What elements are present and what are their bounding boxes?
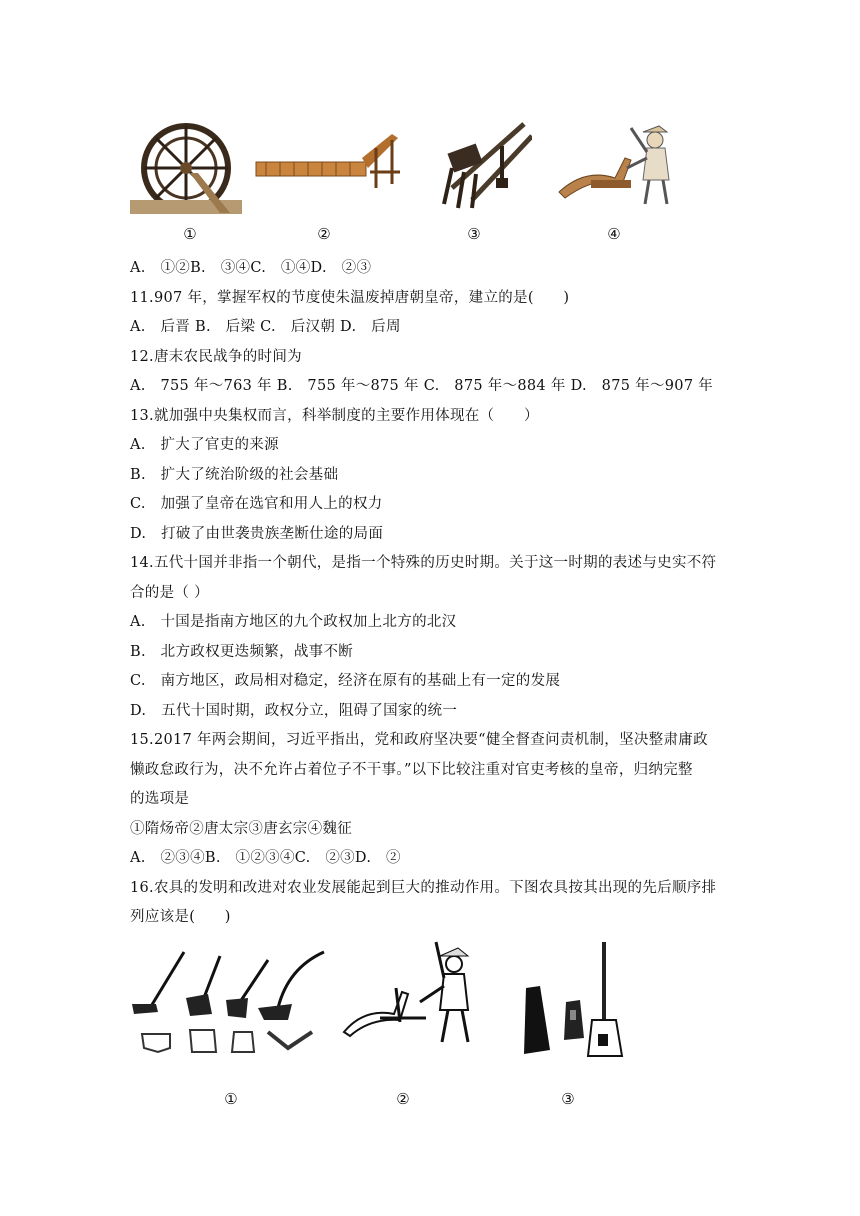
waterwheel-icon bbox=[130, 118, 242, 214]
iron-tools-icon bbox=[516, 938, 636, 1060]
q16-stem-line1: 16.农具的发明和改进对农业发展能起到巨大的推动作用。下图农具按其出现的先后顺序排 bbox=[130, 880, 717, 896]
q15-stem-line1: 15.2017 年两会期间，习近平指出，党和政府坚决要“健全督查问责机制，坚决整肃庸政 bbox=[130, 732, 708, 748]
q15-options: A. ②③④B. ①②③④C. ②③D. ② bbox=[130, 850, 401, 866]
ox-plow-icon bbox=[340, 936, 490, 1046]
q11-stem: 11.907 年，掌握军权的节度使朱温废掉唐朝皇帝，建立的是( ) bbox=[130, 290, 570, 306]
figure-caption: ③ bbox=[561, 1090, 575, 1108]
q16-stem-line2: 列应该是( ) bbox=[130, 909, 231, 925]
q14-option-c: C. 南方地区，政局相对稳定，经济在原有的基础上有一定的发展 bbox=[130, 673, 561, 689]
figure-caption: ① bbox=[183, 225, 197, 243]
figure-caption: ② bbox=[396, 1090, 410, 1108]
q14-option-b: B. 北方政权更迭频繁，战事不断 bbox=[130, 644, 354, 660]
q13-option-b: B. 扩大了统治阶级的社会基础 bbox=[130, 467, 339, 483]
q12-options: A. 755 年～763 年 B. 755 年～875 年 C. 875 年～884 年 D. 875 年～907 年 bbox=[130, 378, 714, 394]
q12-stem: 12.唐末农民战争的时间为 bbox=[130, 349, 302, 365]
q15-stem-line2: 懒政怠政行为，决不允许占着位子不干事。”以下比较注重对官吏考核的皇帝，归纳完整 bbox=[130, 762, 693, 778]
q14-option-d: D. 五代十国时期，政权分立，阻碍了国家的统一 bbox=[130, 703, 458, 719]
q11-options: A. 后晋 B. 后梁 C. 后汉朝 D. 后周 bbox=[130, 319, 401, 335]
dragon-bone-pump-icon bbox=[252, 128, 402, 190]
q13-stem: 13.就加强中央集权而言，科举制度的主要作用体现在（ ） bbox=[130, 408, 539, 424]
q10-options: A. ①②B. ③④C. ①④D. ②③ bbox=[130, 260, 372, 276]
hoe-tools-icon bbox=[128, 948, 328, 1058]
figure-caption: ① bbox=[224, 1090, 238, 1108]
q13-option-d: D. 打破了由世袭贵族垄断仕途的局面 bbox=[130, 526, 384, 542]
curved-plow-icon bbox=[555, 118, 679, 208]
q14-option-a: A. 十国是指南方地区的九个政权加上北方的北汉 bbox=[130, 614, 457, 630]
figure-caption: ④ bbox=[607, 225, 621, 243]
figure-caption: ③ bbox=[467, 225, 481, 243]
q13-option-c: C. 加强了皇帝在选官和用人上的权力 bbox=[130, 496, 383, 512]
seed-drill-icon bbox=[432, 118, 532, 210]
q15-stem-line3: 的选项是 bbox=[130, 791, 190, 807]
q14-stem-line1: 14.五代十国并非指一个朝代，是指一个特殊的历史时期。关于这一时期的表述与史实不符 bbox=[130, 555, 717, 571]
figure-caption: ② bbox=[317, 225, 331, 243]
q15-items: ①隋炀帝②唐太宗③唐玄宗④魏征 bbox=[130, 821, 352, 837]
q14-stem-line2: 合的是（ ） bbox=[130, 585, 209, 601]
q13-option-a: A. 扩大了官吏的来源 bbox=[130, 437, 279, 453]
